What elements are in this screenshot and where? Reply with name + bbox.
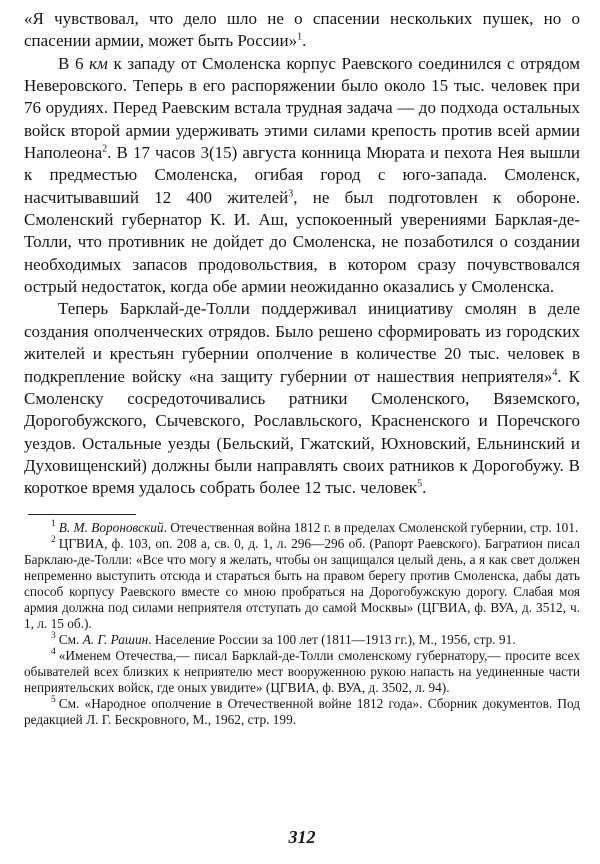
book-page xyxy=(24,8,580,856)
footnote-5 xyxy=(24,696,580,728)
footnote-1-text: . Отечественная война 1812 г. в пределах Смоленской губернии, стр. 101. xyxy=(163,519,579,535)
paragraph-3-part-c: . xyxy=(422,478,427,498)
footnote-2-number: 2 xyxy=(51,535,56,546)
paragraph-1-tail: . xyxy=(302,31,307,51)
footnote-ref-2: 2 xyxy=(102,143,108,155)
footnote-3-text: . Население России за 100 лет (1811—1913 гг.), М., 1956, стр. 91. xyxy=(148,631,516,647)
footnote-2 xyxy=(24,536,580,632)
footnote-4 xyxy=(24,648,580,696)
footnote-1-number: 1 xyxy=(51,519,56,530)
footnote-1-author: В. М. Вороновский xyxy=(58,519,164,535)
paragraph-2 xyxy=(24,53,580,299)
footnote-divider xyxy=(28,514,136,515)
paragraph-2-part-d: , не был подготовлен к обороне. Смоленский губернатор К. И. Аш, успокоенный уверениями Барклая-де-Толли, что противник не дойдет до Смоленска, не позаботился о создании необходимых запасов продовольствия, в котором сразу почувствовался острый недостаток, когда обе армии неожиданно оказались у Смоленска. xyxy=(24,187,580,297)
paragraph-3-part-b: . К Смоленску сосредоточивались ратники Смоленского, Вяземского, Дорогобужского, Сычевского, Рославльского, Красненского и Поречского уездов. Остальные уезды (Бельский, Гжатский, Юхновский, Ельнинский и Духовищенский) должны были направлять своих ратников к Дорогобужу. В короткое время удалось собрать более 12 тыс. человек xyxy=(24,366,580,498)
paragraph-1 xyxy=(24,8,580,53)
footnote-2-text: ЦГВИА, ф. 103, оп. 208 а, св. 0, д. 1, л. 296—296 об. (Рапорт Раевского). Багратион писал Барклаю-де-Толли: «Все что могу я желать, чтобы он защищался целый день, а я как свет должен непременно выступить отсюда и стараться быть на правом берегу против Смоленска, дабы дать способ корпусу Раевского вместе со мною пробраться на Дорогобужскую дорогу. Слабая моя армия должна под силами неприятеля отступать до самой Москвы» (ЦГВИА, ф. ВУА, д. 3512, ч. 1, л. 15 об.). xyxy=(24,535,580,631)
footnote-3-author: А. Г. Рашин xyxy=(82,631,149,647)
paragraph-1-text: «Я чувствовал, что дело шло не о спасении нескольких пушек, но о спасении армии, может быть России» xyxy=(24,9,580,51)
footnote-ref-5: 5 xyxy=(417,478,423,490)
footnote-3-pre: См. xyxy=(58,631,80,647)
unit-km: км xyxy=(89,53,108,73)
footnote-5-text: См. «Народное ополчение в Отечественной войне 1812 года». Сборник документов. Под редакцией Л. Г. Бескровного, М., 1962, стр. 199. xyxy=(24,695,580,727)
paragraph-3 xyxy=(24,298,580,499)
footnote-ref-4: 4 xyxy=(552,366,558,378)
footnote-4-number: 4 xyxy=(51,647,56,658)
footnote-ref-1: 1 xyxy=(297,31,303,43)
footnote-5-number: 5 xyxy=(51,695,56,706)
footnote-3-number: 3 xyxy=(51,631,56,642)
paragraph-2-part-c: . В 17 часов 3(15) августа конница Мюрата и пехота Нея вышли к предместью Смоленска, огибая город с юго-запада. Смоленск, насчитывавший 12 400 жителей xyxy=(24,143,580,207)
footnotes xyxy=(24,520,580,728)
page-number: 312 xyxy=(288,827,316,847)
paragraph-2-part-a: В 6 xyxy=(58,53,84,73)
footnote-1 xyxy=(24,520,580,536)
paragraph-3-part-a: Теперь Барклай-де-Толли поддерживал инициативу смолян в деле создания ополченческих отрядов. Было решено сформировать из городских жителей и крестьян губернии ополчение в количестве 20 тыс. человек в подкрепление войску «на защиту губернии от нашествия неприятеля» xyxy=(24,299,580,386)
main-text xyxy=(24,8,580,500)
footnote-3 xyxy=(24,632,580,648)
paragraph-2-part-b: к западу от Смоленска корпус Раевского соединился с отрядом Неверовского. Теперь в его распоряжении было около 15 тыс. человек при 76 орудиях. Перед Раевским встала трудная задача — до подхода остальных войск второй армии удерживать этими силами крепость против всей армии Наполеона xyxy=(24,53,581,163)
footnote-4-text: «Именем Отечества,— писал Барклай-де-Толли смоленскому губернатору,— просите всех обывателей всех близких к неприятелю мест вооруженною рукою напасть на уединенные части неприятельских войск, где оных увидите» (ЦГВИА, ф. ВУА, д. 3502, л. 94). xyxy=(24,647,580,695)
footnote-ref-3: 3 xyxy=(288,188,294,200)
